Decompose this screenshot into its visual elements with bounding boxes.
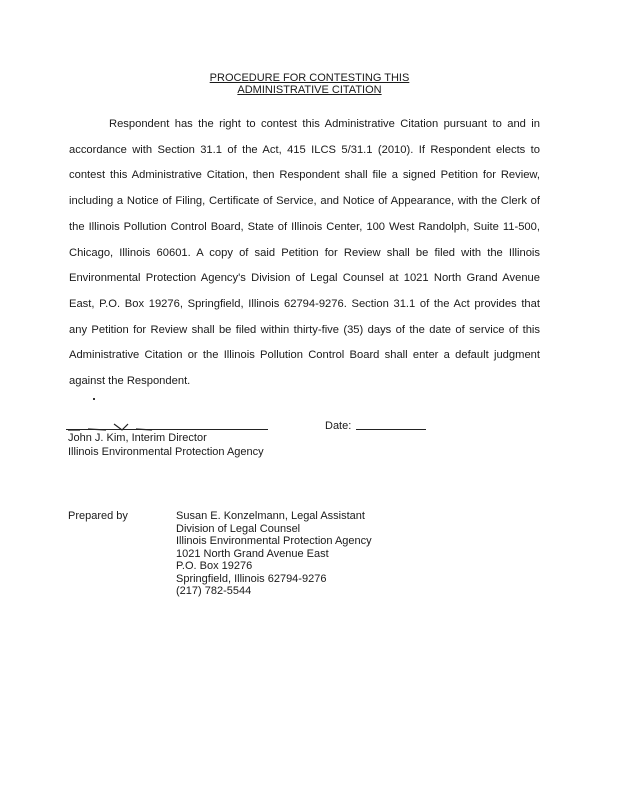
prepared-by-label: Prepared by bbox=[68, 510, 128, 522]
signer-block bbox=[68, 431, 264, 459]
document-heading bbox=[0, 72, 619, 96]
preparer-line: Springfield, Illinois 62794-9276 bbox=[176, 572, 327, 585]
stray-mark bbox=[93, 398, 95, 400]
signature-line-extension bbox=[188, 429, 268, 430]
preparer-line: 1021 North Grand Avenue East bbox=[176, 547, 329, 560]
date-line bbox=[356, 429, 426, 430]
signer-agency: Illinois Environmental Protection Agency bbox=[68, 446, 264, 458]
preparer-line: (217) 782-5544 bbox=[176, 585, 252, 597]
heading-line-1: PROCEDURE FOR CONTESTING THIS bbox=[209, 72, 410, 84]
preparer-line: Susan E. Konzelmann, Legal Assistant bbox=[176, 510, 365, 522]
date-label: Date: bbox=[325, 420, 352, 432]
preparer-line: Division of Legal Counsel bbox=[176, 522, 301, 535]
procedure-paragraph: Respondent has the right to contest this Administrative Citation pursuant to and in accordance with Section 31.1 of the Act, 415 ILCS 5/31.1 (2010). If Respondent elects to contest this Administrative Citation, then Respondent shall file a signed Petition for Review, including a Notice of Filing, Certificate of Service, and Notice of Appearance, with the Clerk of the Illinois Pollution Control Board, State of Illinois Center, 100 West Randolph, Suite 11-500, Chicago, Illinois 60601. A copy of said Petition for Review shall be filed with the Illinois Environmental Protection Agency's Division of Legal Counsel at 1021 North Grand Avenue East, P.O. Box 19276, Springfield, Illinois 62794-9276. Section 31.1 of the Act provides that any Petition for Review shall be filed within thirty-five (35) days of the date of service of this Administrative Citation or the Illinois Pollution Control Board shall enter a default judgment against the Respondent. bbox=[69, 118, 540, 388]
signature-line bbox=[66, 429, 188, 430]
preparer-address-block bbox=[176, 510, 372, 598]
preparer-line: Illinois Environmental Protection Agency bbox=[176, 535, 372, 547]
heading-line-2: ADMINISTRATIVE CITATION bbox=[237, 84, 382, 96]
preparer-line: P.O. Box 19276 bbox=[176, 560, 253, 572]
signer-name: John J. Kim, Interim Director bbox=[68, 432, 207, 444]
